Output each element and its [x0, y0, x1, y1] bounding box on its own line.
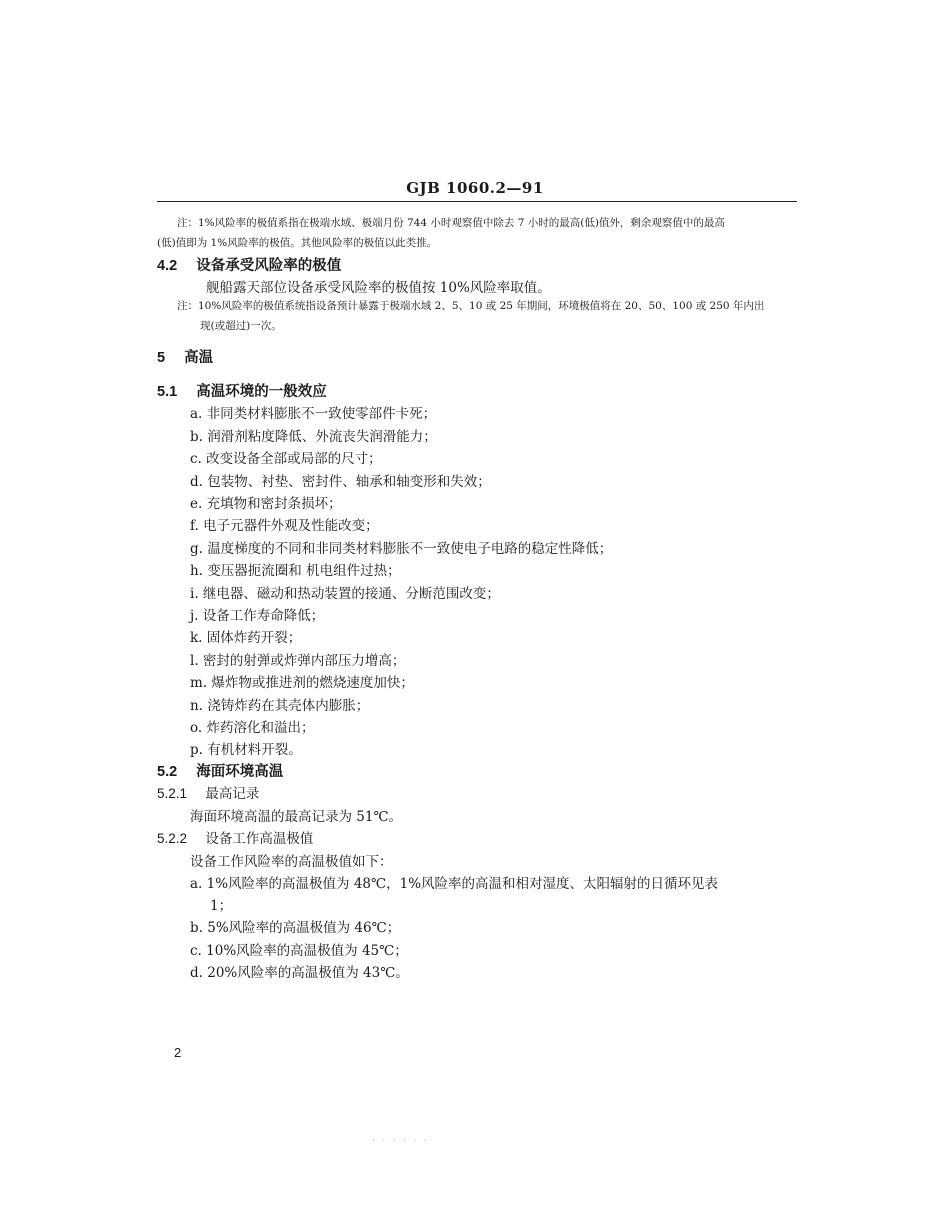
list-item: p. 有机材料开裂。: [190, 742, 302, 758]
section-4-2-body: 舰船露天部位设备承受风险率的极值按 10%风险率取值。: [206, 280, 551, 296]
list-item: l. 密封的射弹或炸弹内部压力增高；: [190, 653, 406, 669]
section-5-2-2-title: 设备工作高温极值: [205, 831, 314, 847]
section-5-2-2-number: 5.2.2: [157, 831, 188, 846]
section-5-2-1-number: 5.2.1: [157, 786, 188, 801]
list-item: i. 继电器、磁动和热动装置的接通、分断范围改变；: [190, 586, 500, 602]
section-4-2-note-line-1: 注：10%风险率的极值系统指设备预计暴露于极端水域 2、5、10 或 25 年期间，环境极值将在 20、50、100 或 250 年内出: [177, 300, 765, 312]
list-item: b. 润滑剂粘度降低、外流丧失润滑能力；: [190, 429, 437, 445]
list-item: b. 5%风险率的高温极值为 46℃；: [190, 920, 401, 936]
list-item: h. 变压器扼流圈和 机电组件过热；: [190, 563, 401, 579]
list-item: d. 包装物、衬垫、密封件、轴承和轴变形和失效；: [190, 474, 491, 490]
list-item: c. 10%风险率的高温极值为 45℃；: [190, 943, 408, 959]
list-item: a. 非同类材料膨胀不一致使零部件卡死；: [190, 406, 437, 422]
note-1-line-1: 注：1%风险率的极值系指在极端水域、极端月份 744 小时观察值中除去 7 小时的最高(低)值外，剩余观察值中的最高: [177, 217, 725, 229]
section-5-2-heading: [157, 760, 283, 781]
list-item: n. 浇铸炸药在其壳体内膨胀；: [190, 698, 370, 714]
list-item: m. 爆炸物或推进剂的燃烧速度加快；: [190, 675, 414, 691]
note-1-line-2: (低)值即为 1%风险率的极值。其他风险率的极值以此类推。: [157, 237, 438, 249]
list-item: o. 炸药溶化和溢出；: [190, 720, 315, 736]
section-5-title: 高温: [184, 349, 214, 366]
list-item: e. 充填物和密封条损坏；: [190, 496, 342, 512]
list-item: j. 设备工作寿命降低；: [190, 608, 325, 624]
page-number: 2: [174, 1045, 182, 1060]
section-4-2-heading: [157, 254, 341, 275]
list-item: a. 1%风险率的高温极值为 48℃，1%风险率的高温和相对湿度、太阳辐射的日循环见表: [190, 876, 719, 892]
section-5-2-2-heading: [157, 827, 313, 847]
section-5-2-1-title: 最高记录: [205, 786, 260, 802]
list-item: f. 电子元器件外观及性能改变；: [190, 518, 379, 534]
section-5-2-2-intro: 设备工作风险率的高温极值如下：: [190, 854, 393, 870]
document-header-code: GJB 1060.2—91: [406, 179, 544, 197]
section-4-2-title: 设备承受风险率的极值: [196, 257, 342, 274]
section-5-1-title: 高温环境的一般效应: [196, 383, 327, 400]
scan-artifact-dots: · · · · · ·: [372, 1136, 429, 1147]
section-5-2-1-body: 海面环境高温的最高记录为 51℃。: [190, 809, 403, 825]
list-item-continuation: 1；: [210, 898, 233, 914]
section-4-2-note-line-2: 现(或超过)一次。: [200, 320, 282, 332]
list-item: d. 20%风险率的高温极值为 43℃。: [190, 965, 409, 981]
header-rule: [157, 201, 797, 202]
section-5-2-number: 5.2: [157, 764, 178, 780]
section-5-2-title: 海面环境高温: [196, 763, 284, 780]
section-4-2-number: 4.2: [157, 258, 178, 274]
list-item: k. 固体炸药开裂；: [190, 630, 302, 646]
list-item: g. 温度梯度的不同和非同类材料膨胀不一致使电子电路的稳定性降低；: [190, 541, 613, 557]
section-5-heading: [157, 346, 213, 367]
list-item: c. 改变设备全部或局部的尺寸；: [190, 451, 382, 467]
section-5-number: 5: [157, 350, 166, 366]
section-5-1-heading: [157, 380, 327, 401]
section-5-2-1-heading: [157, 782, 259, 802]
section-5-1-number: 5.1: [157, 384, 178, 400]
